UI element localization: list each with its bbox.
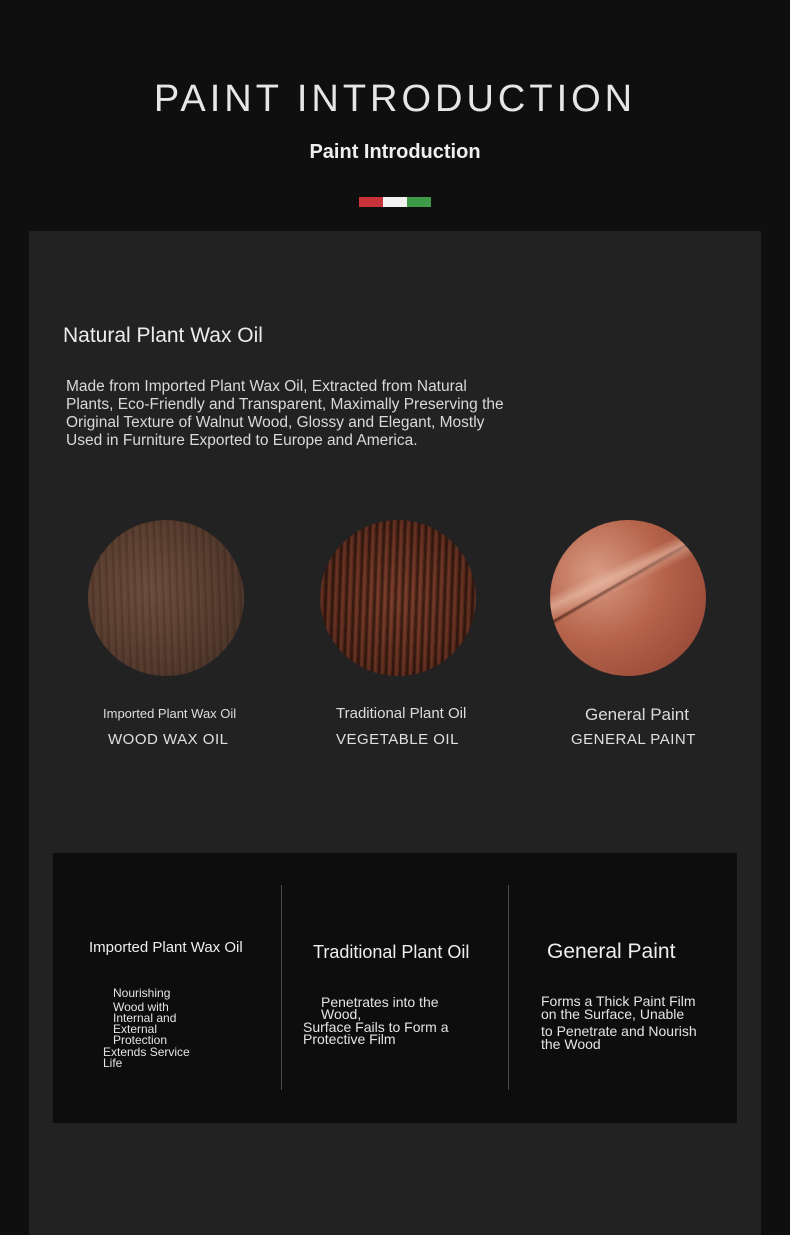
text-line: Wood with: [113, 1000, 169, 1014]
comparison-title-wax-oil: Imported Plant Wax Oil: [89, 939, 243, 956]
text-line: Forms a Thick Paint Film: [541, 993, 696, 1009]
text-line: Life: [103, 1056, 123, 1070]
flag-stripe-red: [359, 197, 383, 207]
text-line: Wood,: [321, 1006, 362, 1022]
comparison-text-plant-oil: [321, 996, 439, 1020]
column-divider: [508, 885, 509, 1090]
swatch-sublabel-wax-oil: WOOD WAX OIL: [108, 731, 229, 748]
flag-stripe-white: [383, 197, 407, 207]
comparison-extra-plant-oil: [303, 1021, 449, 1045]
text-line: External: [113, 1022, 158, 1036]
section-description: Made from Imported Plant Wax Oil, Extracted from Natural Plants, Eco-Friendly and Transparent, Maximally Preserving the Original Texture of Walnut Wood, Glossy and Elegant, Mostly Used in Furniture Exported to Europe and America.: [66, 378, 504, 449]
page-subtitle: Paint Introduction: [309, 141, 481, 163]
comparison-title-general-paint: General Paint: [547, 940, 676, 963]
swatch-label-wax-oil: Imported Plant Wax Oil: [103, 706, 237, 721]
text-line: on the Surface, Unable: [541, 1006, 685, 1022]
swatch-sublabel-plant-oil: VEGETABLE OIL: [336, 731, 459, 748]
text-line: Extends Service: [103, 1045, 190, 1059]
swatch-label-plant-oil: Traditional Plant Oil: [336, 705, 467, 722]
comparison-title-plant-oil: Traditional Plant Oil: [313, 942, 470, 962]
vegetable-oil-swatch-image: [320, 520, 476, 676]
section-heading: Natural Plant Wax Oil: [63, 324, 263, 347]
flag-stripe-green: [407, 197, 431, 207]
column-divider: [281, 885, 282, 1090]
text-line: to Penetrate and Nourish: [541, 1023, 697, 1039]
swatch-label-general-paint: General Paint: [585, 705, 689, 724]
text-line: Internal and: [113, 1011, 177, 1025]
text-line: Penetrates into the: [321, 994, 439, 1010]
comparison-text-wax-oil: [113, 988, 176, 1046]
text-line: the Wood: [541, 1036, 601, 1052]
tricolor-divider: [359, 197, 431, 207]
comparison-extra-wax-oil: [103, 1047, 190, 1069]
comparison-text-general-paint: [541, 995, 697, 1051]
text-line: Protection: [113, 1033, 168, 1047]
wood-wax-oil-swatch-image: [88, 520, 244, 676]
text-line: Surface Fails to Form a: [303, 1019, 449, 1035]
text-line: Protective Film: [303, 1031, 396, 1047]
text-line: Nourishing: [113, 986, 171, 1000]
general-paint-swatch-image: [550, 520, 706, 676]
swatch-sublabel-general-paint: GENERAL PAINT: [571, 731, 696, 748]
page-title: PAINT INTRODUCTION: [153, 78, 637, 120]
